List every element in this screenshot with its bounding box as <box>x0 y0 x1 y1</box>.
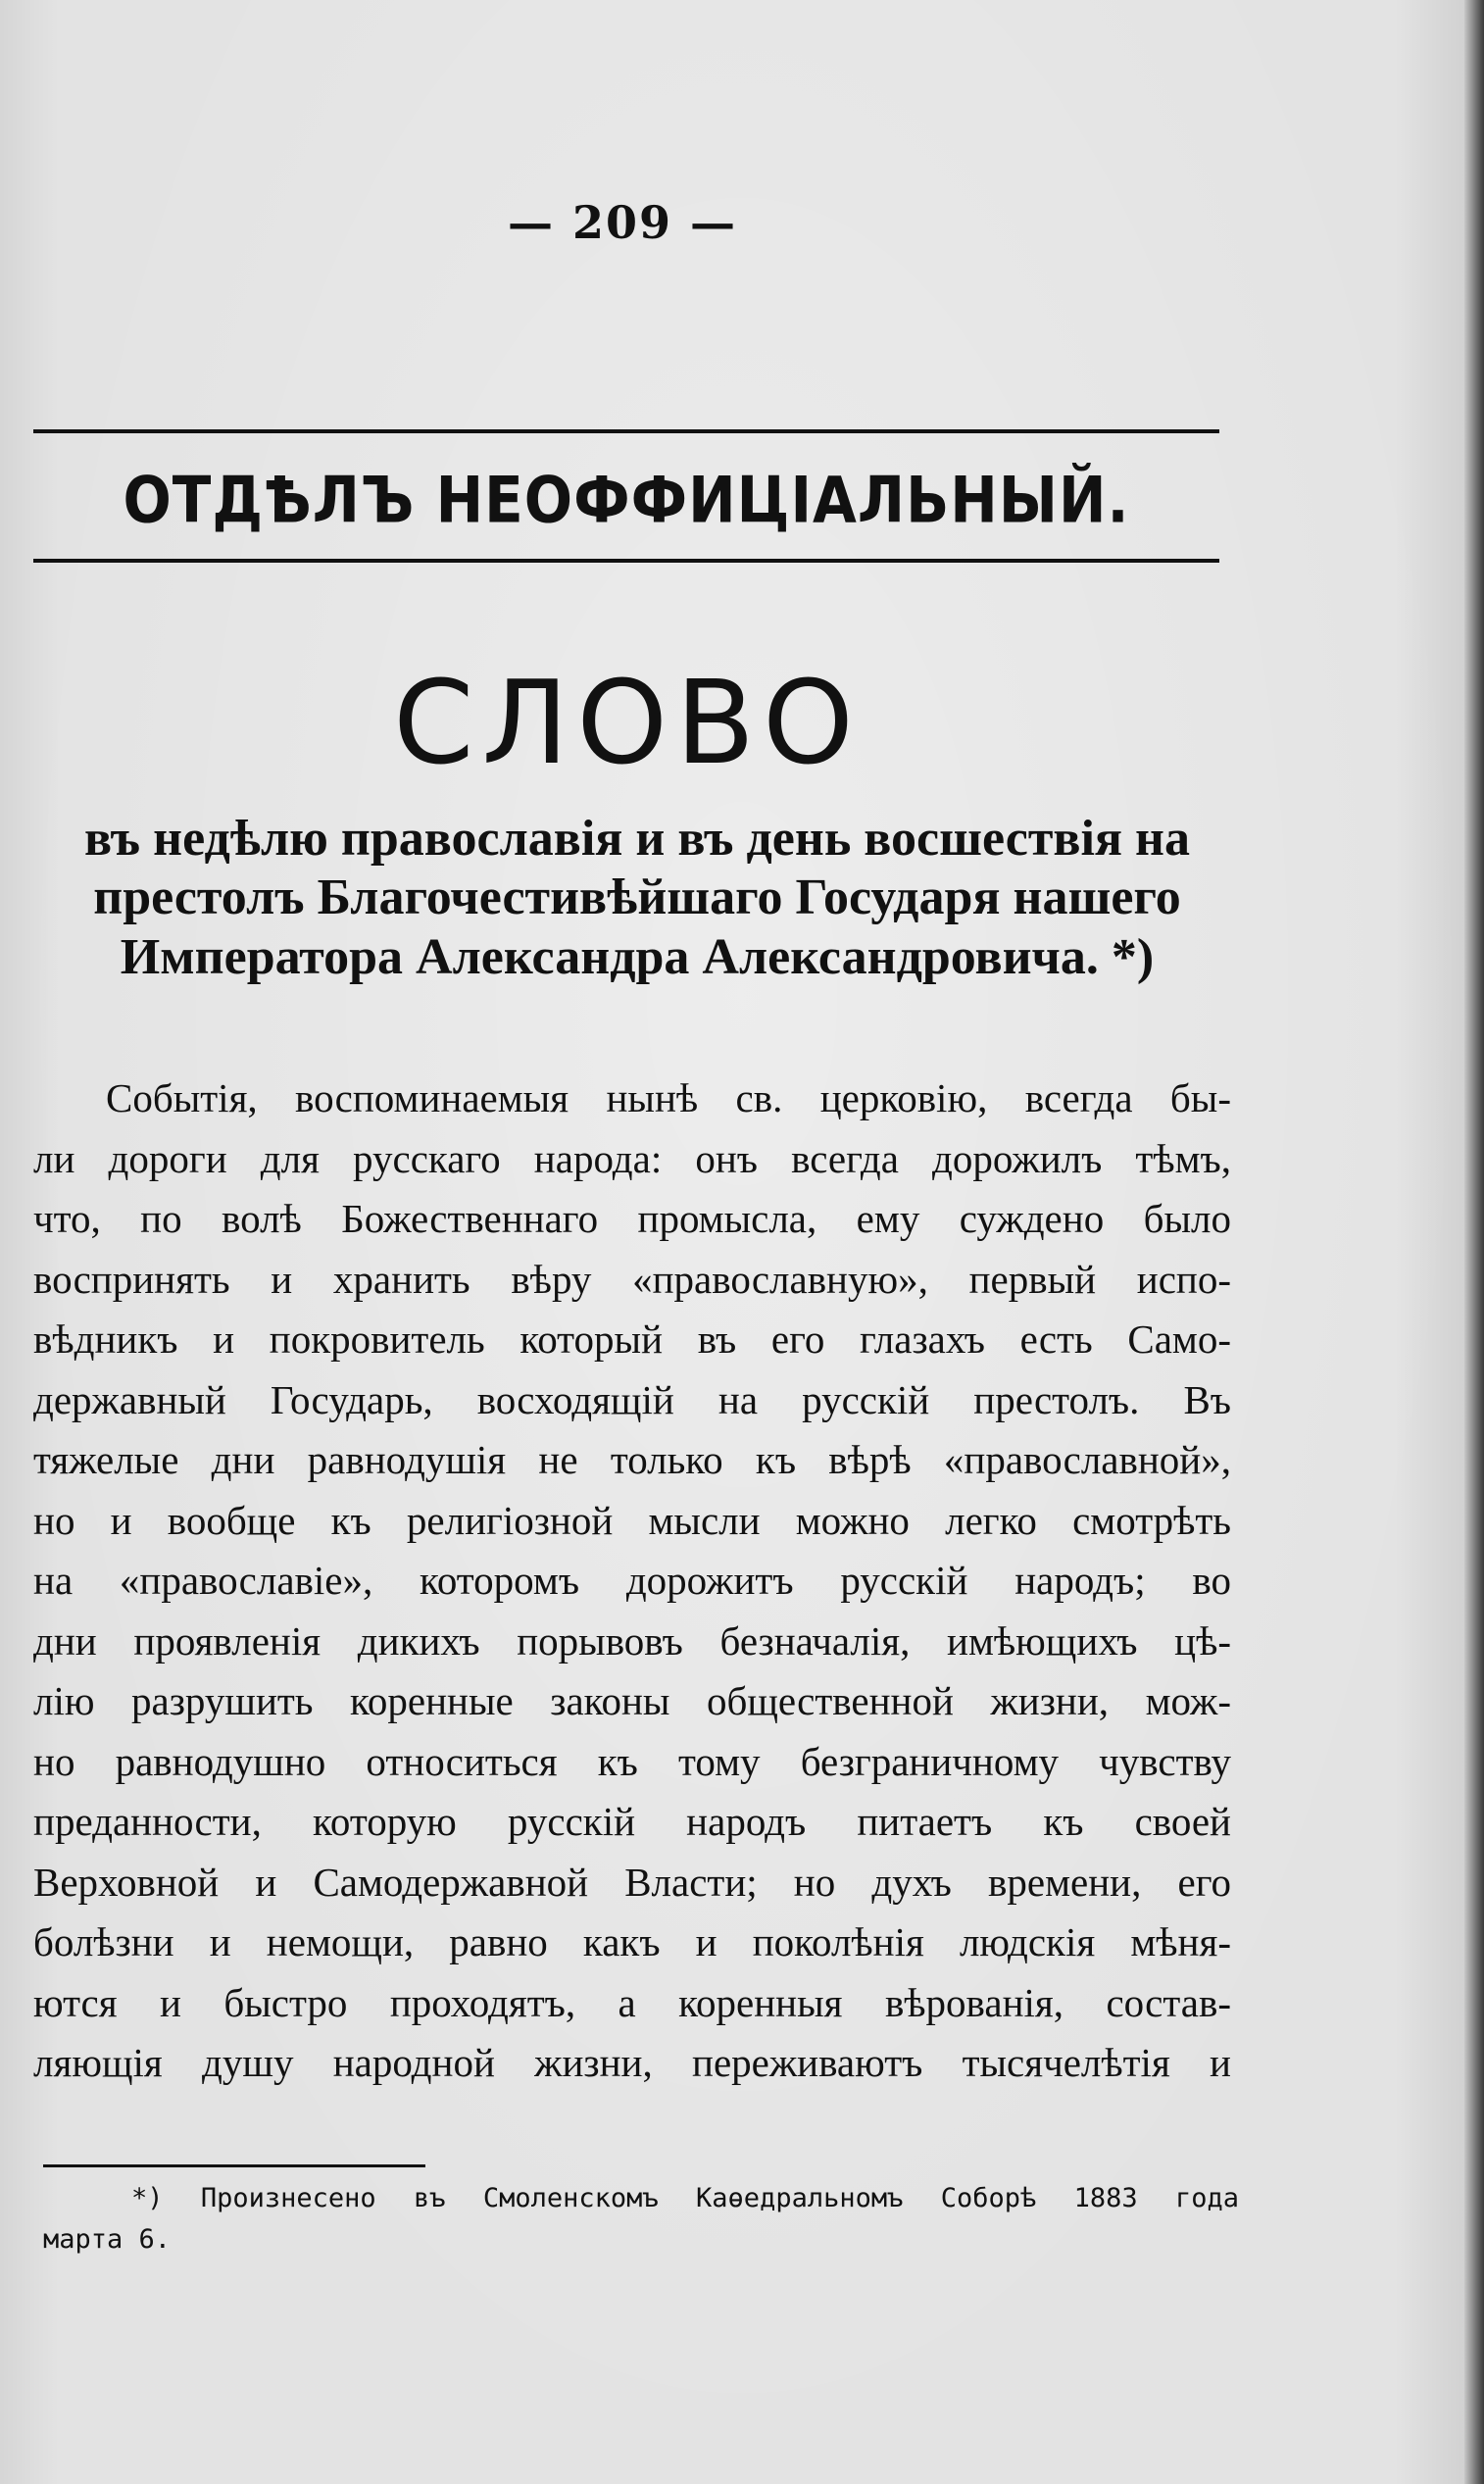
body-line: но и вообще къ религіозной мысли можно легко смотрѣть <box>33 1497 1231 1543</box>
page-edge-shadow <box>1464 0 1484 2484</box>
body-line: тяжелые дни равнодушія не только къ вѣрѣ «православной», <box>33 1437 1231 1482</box>
section-title: ОТДѢЛЪ НЕОФФИЦІАЛЬНЫЙ. <box>123 463 1130 538</box>
body-line: но равнодушно относиться къ тому безграничному чувству <box>33 1738 1231 1784</box>
sermon-title: СЛОВО <box>393 655 862 790</box>
body-line: вѣдникъ и покровитель который въ его глазахъ есть Само- <box>33 1317 1231 1362</box>
body-line: дни проявленія дикихъ порывовъ безначалія, имѣющихъ цѣ- <box>33 1617 1231 1664</box>
footnote-line: *) Произнесено въ Смоленскомъ Каѳедральномъ Соборѣ 1883 года <box>131 2183 1239 2213</box>
header-rule-bottom <box>33 559 1219 563</box>
body-line: лію разрушить коренные законы общественной жизни, мож- <box>33 1678 1231 1723</box>
footnote <box>43 2178 1239 2260</box>
body-line: ляющія душу народной жизни, переживаютъ тысячелѣтія и <box>33 2040 1231 2085</box>
body-line: болѣзни и немощи, равно какъ и поколѣнія людскія мѣня- <box>33 1919 1231 1964</box>
body-line: ются и быстро проходятъ, а коренныя вѣрованія, состав- <box>33 1979 1231 2025</box>
body-line: Событія, воспоминаемыя нынѣ св. церковію, всегда бы- <box>106 1075 1231 1120</box>
body-line: что, по волѣ Божественнаго промысла, ему суждено было <box>33 1196 1231 1241</box>
body-line: Верховной и Самодержавной Власти; но духъ времени, его <box>33 1859 1231 1905</box>
footnote-divider <box>43 2164 425 2167</box>
subtitle-line: Императора Александра Александровича. *) <box>120 928 1155 985</box>
sermon-subtitle <box>49 810 1225 987</box>
body-line: державный Государь, восходящій на русскій престолъ. Въ <box>33 1376 1231 1422</box>
subtitle-line: въ недѣлю православія и въ день восшествія на <box>84 811 1190 867</box>
body-line: воспринять и хранить вѣру «православную», первый испо- <box>33 1256 1231 1302</box>
body-line: ли дороги для русскаго народа: онъ всегда дорожилъ тѣмъ, <box>33 1135 1231 1181</box>
footnote-line: марта 6. <box>43 2224 172 2255</box>
body-line: на «православіе», которомъ дорожитъ русскій народъ; во <box>33 1558 1231 1603</box>
section-header <box>33 423 1219 565</box>
sermon-body <box>33 1068 1231 2094</box>
subtitle-line: престолъ Благочестивѣйшаго Государя нашего <box>93 869 1181 926</box>
body-line: преданности, которую русскій народъ питаетъ къ своей <box>33 1799 1231 1844</box>
page-number: — 209 — <box>507 196 738 249</box>
header-rule-top <box>33 429 1219 433</box>
